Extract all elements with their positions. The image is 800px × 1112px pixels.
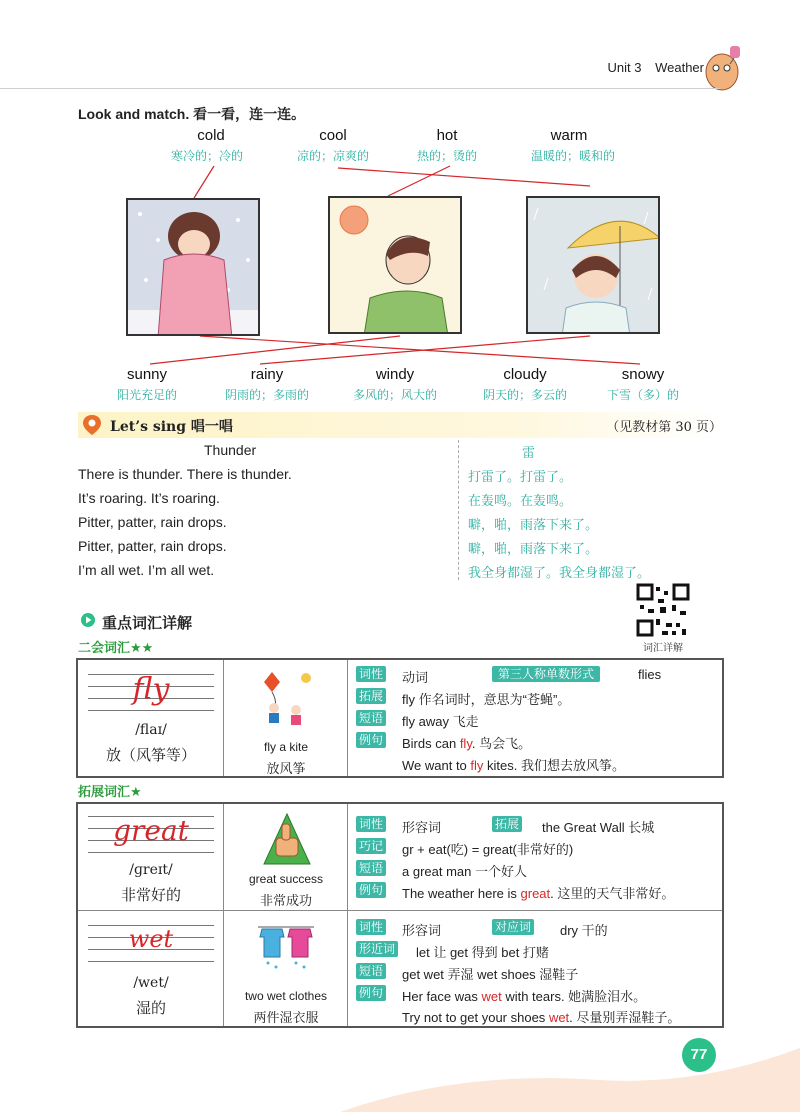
fly-image-caption: fly a kite [263, 740, 308, 754]
song-title-en: Thunder [204, 442, 257, 458]
great-pos: 形容词 [402, 820, 442, 835]
song-line-1: There is thunder. There is thunder. [78, 466, 292, 482]
word-cold: cold [197, 127, 225, 144]
look-match-title: Look and match. 看一看，连一连。 [78, 106, 306, 122]
footer-wave-decoration [340, 1040, 800, 1112]
song-line-2: It’s roaring. It’s roaring. [78, 490, 220, 506]
song-line-3: Pitter, patter, rain drops. [78, 514, 227, 530]
cn-cloudy: 阴天的；多云的 [482, 388, 567, 402]
cn-sunny: 阳光充足的 [116, 388, 177, 402]
wet-phrase: get wet 弄湿 wet shoes 湿鞋子 [402, 967, 579, 982]
tag-third-person: 第三人称单数形式 [492, 666, 600, 682]
fly-phrase: fly away 飞走 [402, 714, 479, 729]
fly-example-1: Birds can fly. 鸟会飞。 [402, 736, 532, 751]
song-line-5: I’m all wet. I’m all wet. [78, 562, 215, 578]
song-cn-4: 噼，啪，雨落下来了。 [468, 542, 599, 557]
vocab-card-fly [76, 658, 724, 778]
song-cn-3: 噼，啪，雨落下来了。 [468, 518, 599, 533]
word-hot: hot [436, 127, 458, 144]
great-phrase: a great man 一个好人 [402, 864, 527, 879]
level-ext-label: 拓展词汇★ [78, 784, 142, 799]
song-cn-5: 我全身都湿了。我全身都湿了。 [468, 566, 651, 581]
picture-rainy-girl [526, 196, 660, 334]
fly-example-2: We want to fly kites. 我们想去放风筝。 [402, 758, 625, 773]
tag-pos: 词性 [356, 919, 386, 935]
wet-similar: let 让 get 得到 bet 打赌 [416, 945, 549, 960]
fly-third-person: flies [638, 667, 662, 682]
wet-pos: 形容词 [402, 923, 442, 938]
cn-cold: 寒冷的；冷的 [170, 149, 243, 163]
word-warm: warm [550, 127, 588, 144]
picture-snowy-girl [126, 198, 260, 336]
wet-example-2: Try not to get your shoes wet. 尽量别弄湿鞋子。 [402, 1010, 681, 1025]
wet-example-1: Her face was wet with tears. 她满脸泪水。 [402, 989, 647, 1004]
word-rainy: rainy [250, 366, 284, 383]
ruled-line [88, 852, 214, 853]
tag-pos: 词性 [356, 816, 386, 832]
kite-kids-illustration [256, 668, 320, 732]
wet-image-caption-cn: 两件湿衣服 [253, 1011, 319, 1026]
song-line-4: Pitter, patter, rain drops. [78, 538, 227, 554]
ruled-line [88, 710, 214, 711]
vocab-row-wet [78, 910, 722, 1026]
song-cn-2: 在轰鸣。在轰鸣。 [468, 494, 573, 509]
word-windy: windy [375, 366, 415, 383]
fly-word-cell [78, 660, 224, 776]
picture-hot-boy [328, 196, 462, 334]
great-example-1: The weather here is great. 这里的天气非常好。 [402, 886, 675, 901]
word-cool: cool [319, 127, 347, 144]
wet-word: wet [128, 925, 174, 953]
vocab-row-great [78, 804, 722, 910]
tag-extension: 拓展 [356, 688, 386, 704]
song-title-cn: 雷 [522, 446, 536, 461]
tag-memo: 巧记 [356, 838, 386, 854]
fly-image-cell [224, 660, 348, 776]
vocab-title: 重点词汇详解 [102, 615, 193, 632]
tag-phrase: 短语 [356, 710, 386, 726]
cn-cool: 凉的；凉爽的 [296, 149, 369, 163]
wet-clothes-illustration [256, 921, 316, 973]
word-sunny: sunny [126, 366, 168, 383]
tag-extension: 拓展 [492, 816, 522, 832]
fly-meaning: 放（风筝等） [105, 746, 196, 764]
cn-warm: 温暖的；暖和的 [530, 149, 615, 163]
tag-opposite: 对应词 [492, 919, 534, 935]
wet-word-cell [78, 911, 224, 1026]
wet-opposite: dry 干的 [560, 923, 608, 938]
location-pin-icon [82, 414, 102, 436]
word-snowy: snowy [621, 366, 665, 383]
wet-meaning: 湿的 [135, 999, 166, 1017]
tag-example: 例句 [356, 882, 386, 898]
play-circle-icon [80, 612, 96, 628]
fly-word: fly [132, 672, 170, 707]
fly-image-caption-cn: 放风筝 [266, 762, 306, 777]
sing-title: Let’s sing 唱一唱 [110, 419, 233, 435]
great-image-caption-cn: 非常成功 [259, 894, 312, 909]
great-image-caption: great success [248, 872, 324, 886]
wet-image-cell [224, 911, 348, 1026]
fly-extension: fly 作名词时，意思为“苍蝇”。 [402, 692, 571, 707]
qr-code-icon[interactable] [636, 583, 690, 637]
song-divider [458, 440, 459, 580]
thumbs-up-illustration [262, 812, 312, 866]
cn-windy: 多风的；风大的 [352, 388, 437, 402]
tag-similar: 形近词 [356, 941, 398, 957]
sing-page-ref: （见教材第 30 页） [606, 420, 722, 435]
great-meaning: 非常好的 [120, 886, 181, 904]
word-cloudy: cloudy [503, 366, 547, 383]
page-number: 77 [682, 1038, 716, 1072]
tag-phrase: 短语 [356, 860, 386, 876]
tag-pos: 词性 [356, 666, 386, 682]
tag-example: 例句 [356, 732, 386, 748]
great-word: great [113, 814, 189, 847]
great-extension: the Great Wall 长城 [542, 820, 655, 835]
great-phonetic: /ɡreɪt/ [129, 862, 173, 878]
cn-rainy: 阴雨的；多雨的 [224, 388, 309, 402]
ruled-line [88, 961, 214, 962]
cn-snowy: 下雪（多）的 [606, 388, 679, 402]
wet-phonetic: /wet/ [133, 975, 169, 991]
song-cn-1: 打雷了。打雷了。 [468, 470, 573, 485]
tag-example: 例句 [356, 985, 386, 1001]
great-image-cell [224, 804, 348, 910]
tag-phrase: 短语 [356, 963, 386, 979]
wet-image-caption: two wet clothes [244, 989, 328, 1003]
fly-phonetic: /flaɪ/ [135, 722, 167, 738]
great-memo: gr + eat(吃) = great(非常好的) [402, 842, 574, 857]
vocab-card-extended [76, 802, 724, 1028]
fly-pos: 动词 [402, 670, 429, 685]
level-two-label: 二会词汇★★ [78, 640, 154, 655]
great-word-cell [78, 804, 224, 910]
topic-label: Weather [655, 60, 704, 75]
cn-hot: 热的；烫的 [416, 149, 477, 163]
qr-label: 词汇详解 [643, 643, 683, 654]
unit-label: Unit 3 [607, 60, 642, 75]
